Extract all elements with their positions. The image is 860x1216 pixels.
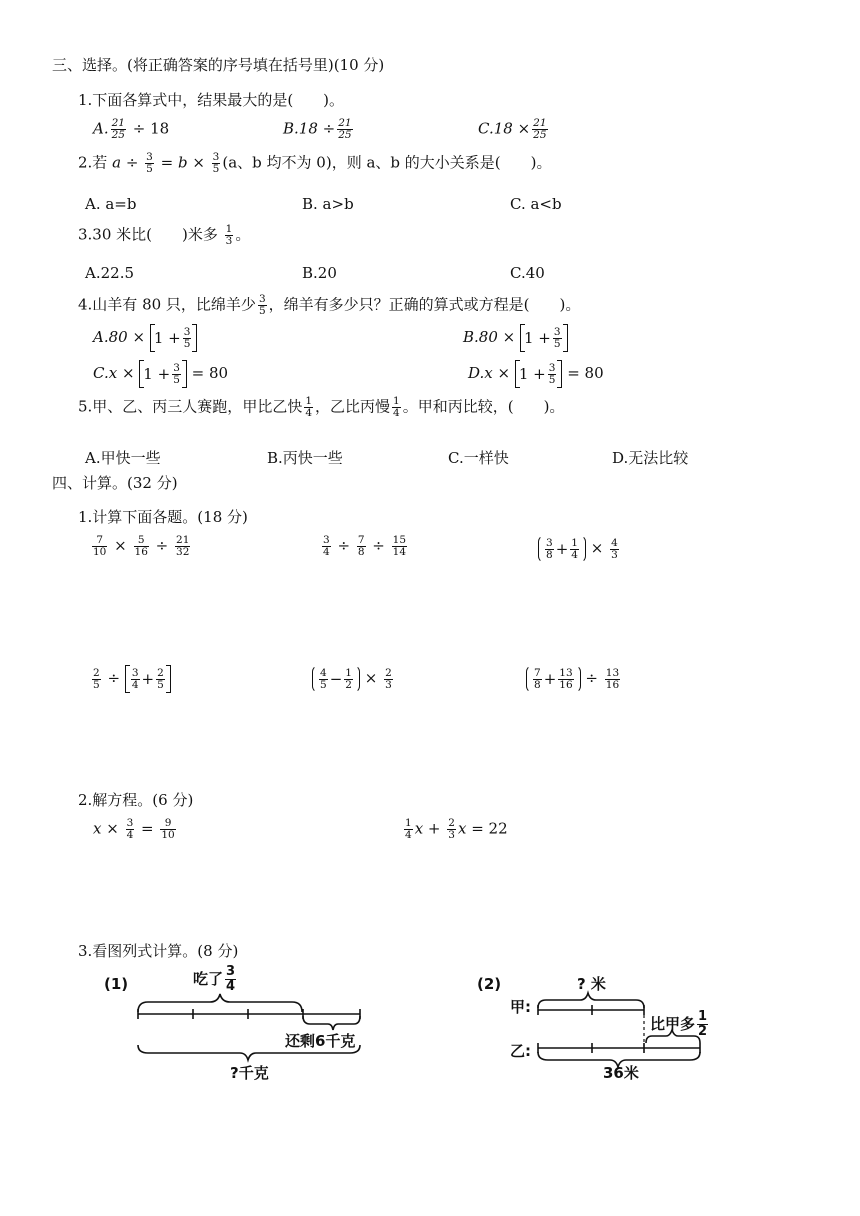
sub-question-1-heading: 1.计算下面各题。(18 分) <box>78 508 248 526</box>
question-5-stem: 5.甲、乙、丙三人赛跑，甲比乙快 $\frac{1}{4}$ ，乙比丙慢 $\frac{1}{4}$ 。甲和丙比较，( )。 <box>78 395 565 419</box>
sub-question-2-heading: 2.解方程。(6 分) <box>78 791 194 809</box>
figure-1-label: (1) <box>104 975 129 993</box>
equation-1: x × $\frac{3}{4}$ = $\frac{9}{10}$ <box>93 817 175 841</box>
q3-option-c: C.40 <box>510 264 545 282</box>
section-4-heading: 四、计算。(32 分) <box>52 474 178 492</box>
question-3-stem: 3.30 米比( )米多 $\frac{1}{3}$ 。 <box>78 223 251 247</box>
question-1-stem: 1.下面各算式中，结果最大的是( )。 <box>78 91 345 109</box>
q1-option-a: A. $\frac{21}{25}$ ÷ 18 <box>93 117 170 141</box>
figure-2-extra-label: 比甲多 $\frac{1}{2}$ <box>650 1009 708 1039</box>
figure-1-top-brace <box>138 994 302 1012</box>
figure-2-total-label: 36米 <box>603 1064 639 1082</box>
q4-option-b: B.80 × 1 + $\frac{3}{5}$ <box>463 324 568 352</box>
expression-1: $\frac{7}{10}$ × $\frac{5}{16}$ ÷ $\frac{21}{32}$ <box>93 534 190 558</box>
figure-1-diagram <box>130 990 370 1065</box>
section-3-heading: 三、选择。(将正确答案的序号填在括号里)(10 分) <box>52 56 385 74</box>
q5-option-a: A.甲快一些 <box>85 449 161 467</box>
q2-option-a: A. a=b <box>85 195 137 213</box>
figure-2-unknown-label: ? 米 <box>577 975 606 993</box>
sub-question-3-heading: 3.看图列式计算。(8 分) <box>78 942 239 960</box>
q4-option-d: D.x × 1 + $\frac{3}{5}$ = 80 <box>468 360 604 388</box>
question-2-stem: 2.若 a ÷ $\frac{3}{5}$ = b × $\frac{3}{5}$ (a、b 均不为 0)，则 a、b 的大小关系是( )。 <box>78 151 552 175</box>
equation-2: $\frac{1}{4}$ x + $\frac{2}{3}$ x = 22 <box>405 817 508 841</box>
expression-2: $\frac{3}{4}$ ÷ $\frac{7}{8}$ ÷ $\frac{15}{14}$ <box>323 534 407 558</box>
q1-option-b: B.18 ÷ $\frac{21}{25}$ <box>283 117 352 141</box>
q5-option-b: B.丙快一些 <box>267 449 343 467</box>
expression-4: $\frac{2}{5}$ ÷ $\frac{3}{4}$ + $\frac{2}{5}$ <box>90 665 171 693</box>
figure-1-eaten-label: 吃了 $\frac{3}{4}$ <box>193 964 236 994</box>
figure-2-row-yi: 乙: <box>510 1042 531 1060</box>
q5-option-c: C.一样快 <box>448 449 509 467</box>
figure-1-total-label: ?千克 <box>230 1064 269 1082</box>
q5-option-d: D.无法比较 <box>612 449 689 467</box>
question-4-stem: 4.山羊有 80 只，比绵羊少 $\frac{3}{5}$ ，绵羊有多少只？正确的算式或方程是( )。 <box>78 293 581 317</box>
q4-option-c: C.x × 1 + $\frac{3}{5}$ = 80 <box>93 360 228 388</box>
figure-1-remaining-label: 还剩6千克 <box>285 1032 356 1050</box>
q2-option-b: B. a>b <box>302 195 354 213</box>
expression-5: $\frac{4}{5}$ − $\frac{1}{2}$ × $\frac{2}{3}$ <box>312 665 395 693</box>
figure-1-right-brace <box>303 1016 360 1030</box>
expression-6: $\frac{7}{8}$ + $\frac{13}{16}$ ÷ $\frac{13}{16}$ <box>526 665 622 693</box>
q2-option-c: C. a<b <box>510 195 562 213</box>
figure-2-label: (2) <box>477 975 502 993</box>
q1-option-c: C.18 × $\frac{21}{25}$ <box>478 117 547 141</box>
figure-2-row-jia: 甲: <box>510 998 531 1016</box>
expression-3: $\frac{3}{8}$ + $\frac{1}{4}$ × $\frac{4}{3}$ <box>538 535 621 563</box>
figure-2-top-brace <box>538 993 644 1008</box>
q3-option-b: B.20 <box>302 264 337 282</box>
q3-option-a: A.22.5 <box>85 264 134 282</box>
q4-option-a: A.80 × 1 + $\frac{3}{5}$ <box>93 324 197 352</box>
